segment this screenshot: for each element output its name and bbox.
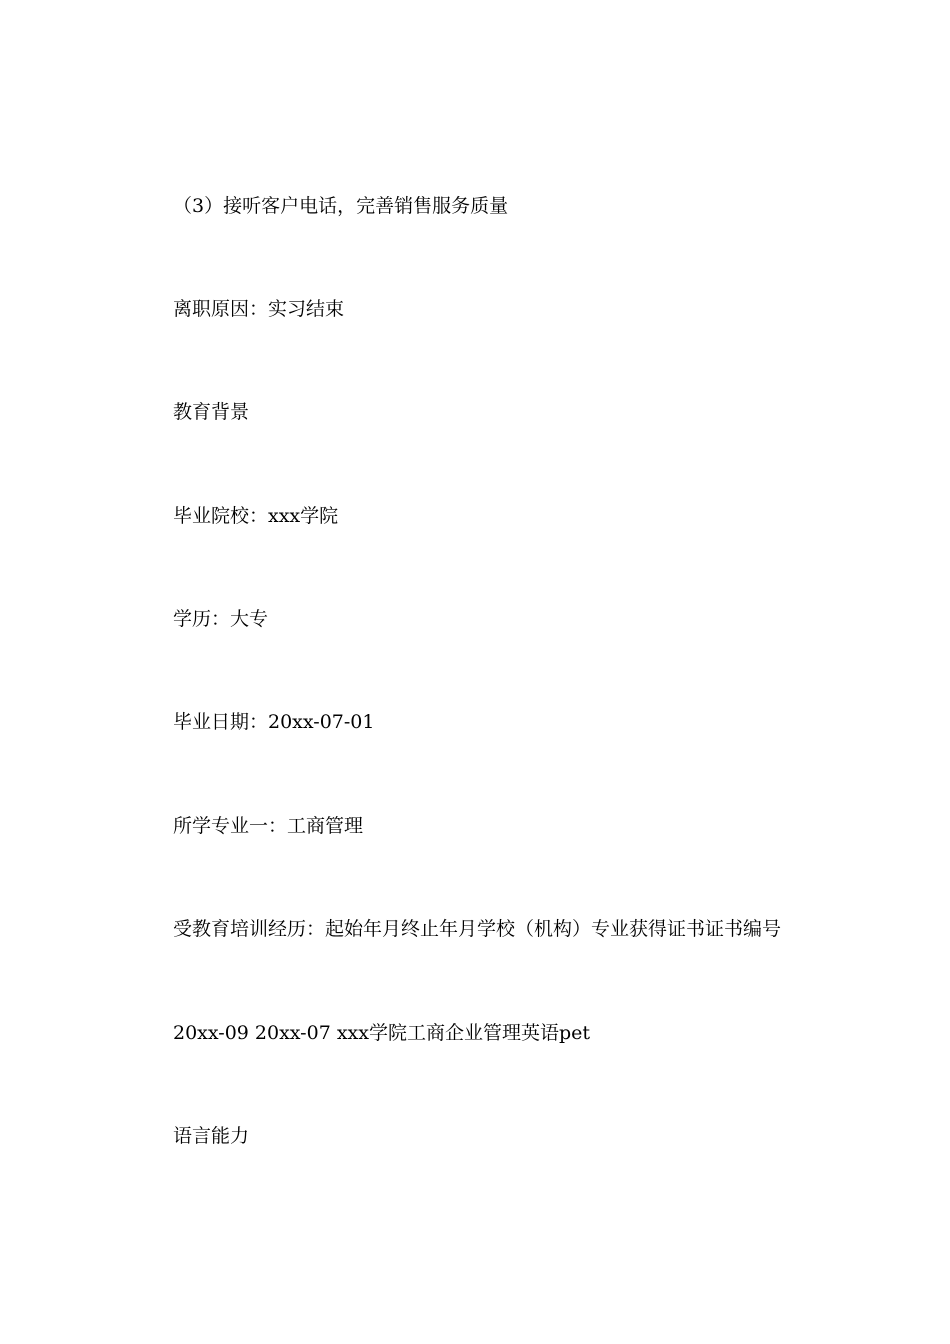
leaving-reason: 离职原因：实习结束: [173, 298, 345, 320]
duty-item-3: （3）接听客户电话，完善销售服务质量: [173, 195, 509, 217]
training-history-header: 受教育培训经历：起始年月终止年月学校（机构）专业获得证书证书编号: [173, 918, 782, 940]
major: 所学专业一：工商管理: [173, 815, 364, 837]
education-level: 学历：大专: [173, 608, 269, 630]
graduation-date: 毕业日期：20xx-07-01: [173, 711, 375, 733]
language-skills-heading: 语言能力: [173, 1125, 250, 1147]
training-history-row: 20xx-09 20xx-07 xxx学院工商企业管理英语pet: [173, 1022, 591, 1044]
graduated-school: 毕业院校：xxx学院: [173, 505, 339, 527]
education-heading: 教育背景: [173, 401, 250, 423]
